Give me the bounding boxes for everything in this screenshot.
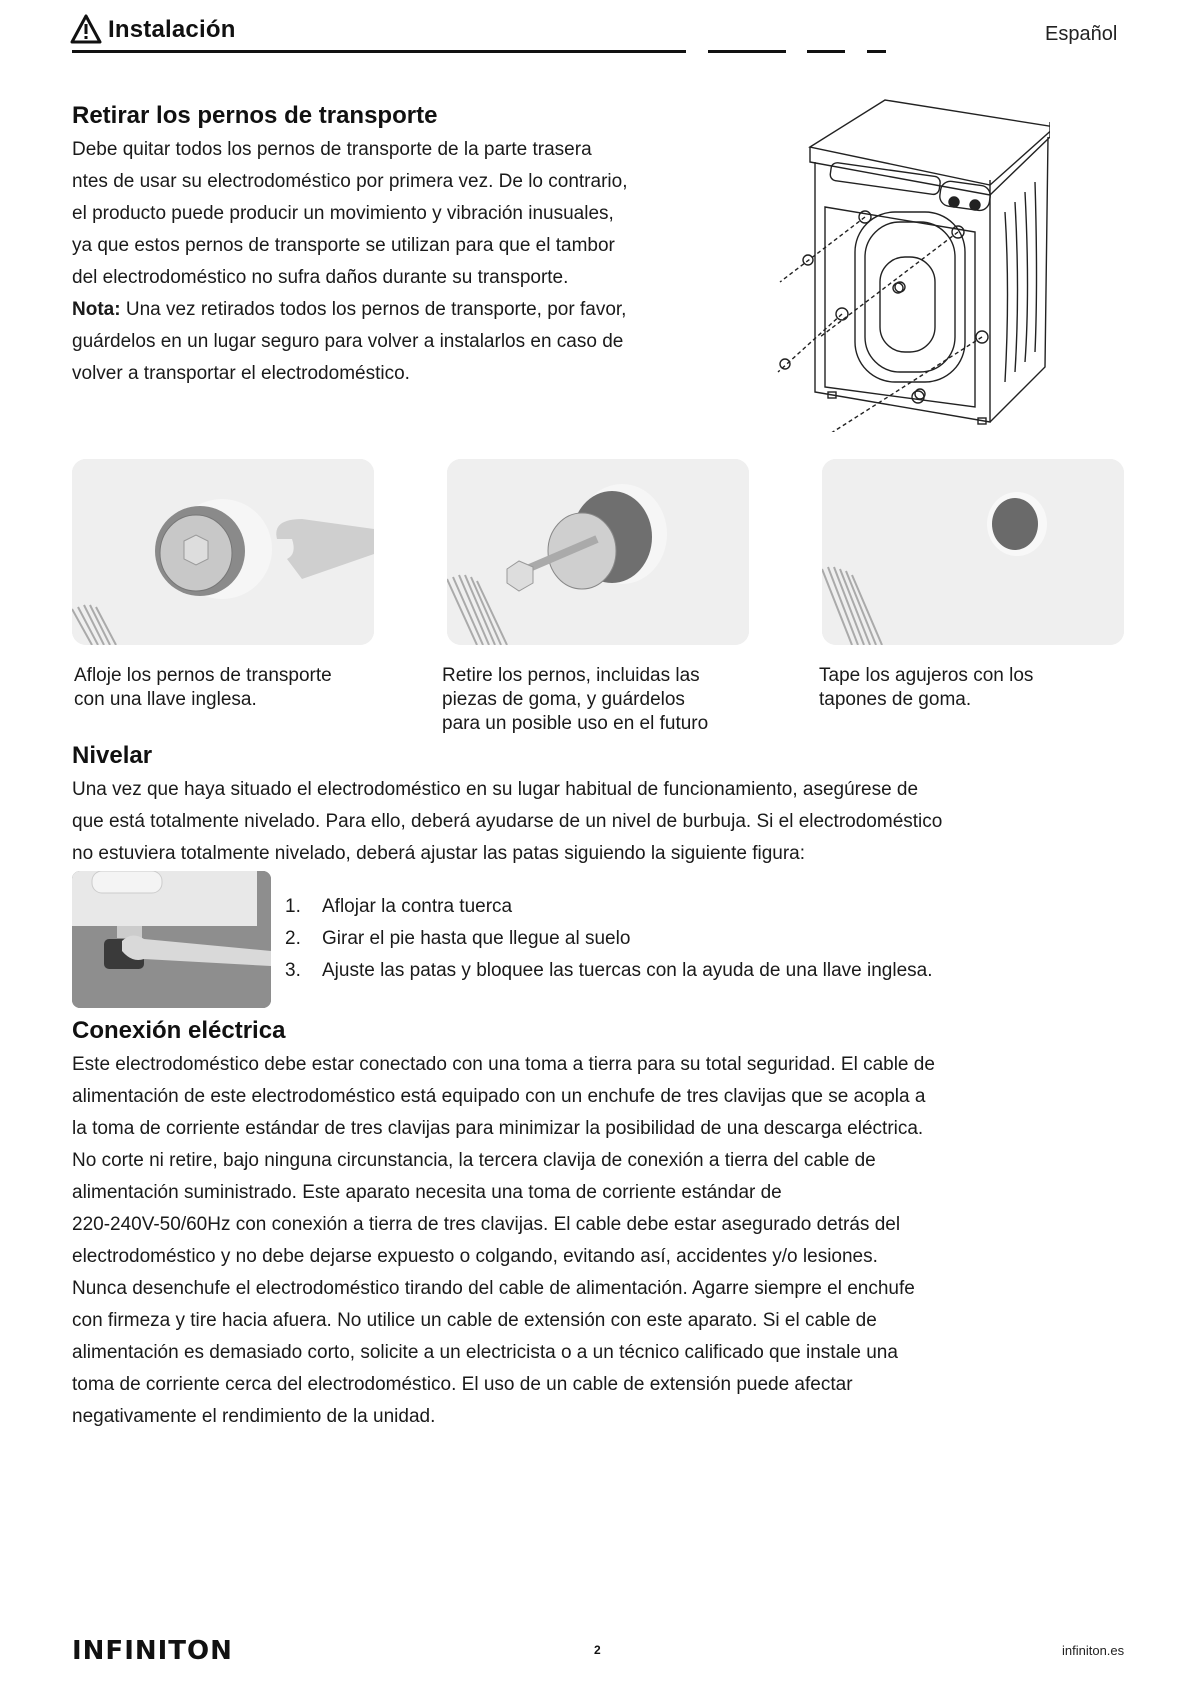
text-line: Este electrodoméstico debe estar conectado con una toma a tierra para su total seguridad. El cable de — [72, 1054, 935, 1075]
text-line: ntes de usar su electrodoméstico por primera vez. De lo contrario, — [72, 171, 628, 192]
electrical-connection-paragraph — [72, 1049, 935, 1433]
text-line: toma de corriente cerca del electrodoméstico. El uso de un cable de extensión puede afectar — [72, 1374, 853, 1395]
step-number: 2. — [285, 928, 301, 949]
photo-caption — [442, 664, 708, 736]
text-line: guárdelos en un lugar seguro para volver a instalarlos en caso de — [72, 331, 624, 352]
header-rule — [72, 50, 686, 53]
step-item — [285, 923, 933, 955]
text-line: alimentación de este electrodoméstico está equipado con un enchufe de tres clavijas que se acopla a — [72, 1086, 926, 1107]
adjust-foot-with-wrench-photo — [72, 871, 271, 1008]
website-link[interactable]: infiniton.es — [1062, 1643, 1125, 1658]
header-rule-segment — [807, 50, 845, 53]
text-line: electrodoméstico y no debe dejarse expuesto o colgando, evitando así, accidentes y/o lesiones. — [72, 1246, 878, 1267]
header-rule-segment — [867, 50, 886, 53]
step-item — [285, 891, 933, 923]
step-text: Girar el pie hasta que llegue al suelo — [322, 928, 631, 949]
text-line: Nunca desenchufe el electrodoméstico tirando del cable de alimentación. Agarre siempre el enchufe — [72, 1278, 915, 1299]
step-number: 1. — [285, 896, 301, 917]
adjust-foot-illustration — [72, 871, 271, 1008]
text-line: Debe quitar todos los pernos de transporte de la parte trasera — [72, 139, 592, 160]
text-line: alimentación suministrado. Este aparato necesita una toma de corriente estándar de — [72, 1182, 782, 1203]
step-text: Ajuste las patas y bloquee las tuercas con la ayuda de una llave inglesa. — [322, 960, 933, 981]
warning-triangle-icon — [70, 14, 102, 44]
caption-line: Retire los pernos, incluidas las — [442, 665, 700, 686]
section-heading-level: Nivelar — [72, 742, 153, 769]
text-line: que está totalmente nivelado. Para ello, deberá ayudarse de un nivel de burbuja. Si el electrodoméstico — [72, 811, 943, 832]
section-heading-electrical-connection: Conexión eléctrica — [72, 1017, 286, 1044]
caption-line: Afloje los pernos de transporte — [74, 665, 332, 686]
text-line: volver a transportar el electrodoméstico. — [72, 363, 410, 384]
text-line: ya que estos pernos de transporte se utilizan para que el tambor — [72, 235, 615, 256]
text-line: con firmeza y tire hacia afuera. No utilice un cable de extensión con este aparato. Si el cable de — [72, 1310, 877, 1331]
step-item — [285, 955, 933, 987]
brand-logo: INFINITON — [72, 1636, 233, 1666]
note-label: Nota: — [72, 299, 121, 320]
cover-hole-with-cap-photo — [822, 459, 1124, 645]
loosen-bolt-illustration — [72, 459, 374, 645]
text-line: negativamente el rendimiento de la unidad. — [72, 1406, 436, 1427]
caption-line: con una llave inglesa. — [74, 689, 257, 710]
step-text: Aflojar la contra tuerca — [322, 896, 513, 917]
caption-line: para un posible uso en el futuro — [442, 713, 709, 734]
text-line: Una vez retirados todos los pernos de transporte, por favor, — [120, 299, 627, 320]
caption-line: Tape los agujeros con los — [819, 665, 1034, 686]
remove-bolt-illustration — [447, 459, 749, 645]
transport-bolts-paragraph — [72, 134, 627, 390]
caption-line: tapones de goma. — [819, 689, 972, 710]
text-line: No corte ni retire, bajo ninguna circunstancia, la tercera clavija de conexión a tierra del cable de — [72, 1150, 876, 1171]
loosen-bolt-with-wrench-photo — [72, 459, 374, 645]
text-line: 220-240V-50/60Hz con conexión a tierra de tres clavijas. El cable debe estar asegurado detrás del — [72, 1214, 901, 1235]
photo-caption — [819, 664, 1033, 712]
text-line: la toma de corriente estándar de tres clavijas para minimizar la posibilidad de una descarga eléctrica. — [72, 1118, 924, 1139]
page-title: Instalación — [108, 16, 236, 43]
text-line: del electrodoméstico no sufra daños durante su transporte. — [72, 267, 569, 288]
text-line: el producto puede producir un movimiento y vibración inusuales, — [72, 203, 614, 224]
step-number: 3. — [285, 960, 301, 981]
photo-caption — [74, 664, 332, 712]
page-number: 2 — [594, 1643, 601, 1657]
text-line: no estuviera totalmente nivelado, deberá ajustar las patas siguiendo la siguiente figura: — [72, 843, 806, 864]
level-paragraph — [72, 774, 942, 870]
remove-bolt-with-rubber-photo — [447, 459, 749, 645]
header-rule-segment — [708, 50, 786, 53]
cover-hole-illustration — [822, 459, 1124, 645]
language-label: Español — [1045, 23, 1118, 45]
note-line — [72, 294, 627, 326]
washing-machine-rear-bolts-diagram — [770, 92, 1050, 432]
text-line: Una vez que haya situado el electrodoméstico en su lugar habitual de funcionamiento, asegúrese de — [72, 779, 919, 800]
caption-line: piezas de goma, y guárdelos — [442, 689, 685, 710]
text-line: alimentación es demasiado corto, solicite a un electricista o a un técnico calificado que instale una — [72, 1342, 898, 1363]
level-steps-list — [285, 891, 933, 987]
section-heading-transport-bolts: Retirar los pernos de transporte — [72, 102, 438, 129]
